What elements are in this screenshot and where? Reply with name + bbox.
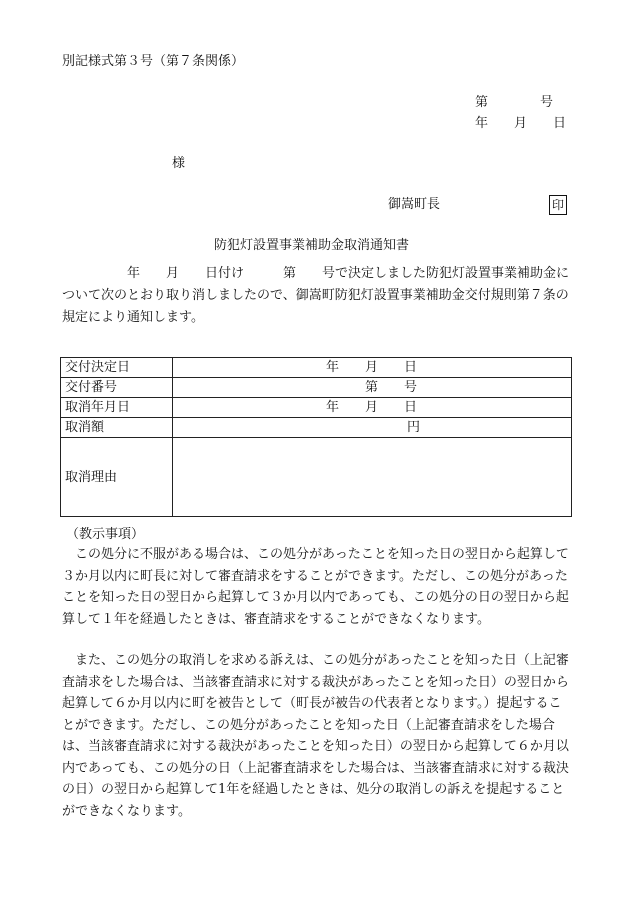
row-label: 交付番号	[61, 378, 173, 398]
notice-paragraph: また、この処分の取消しを求める訴えは、この処分があったことを知った日（上記審査請求をした場合は、当該審査請求に対する裁決があったことを知った日）の翌日から起算して６か月以内に町を被告として（町長が被告の代表者となります。）提起することができます。ただし、この処分があったことを知った日（上記審査請求をした場合は、当該審査請求に対する裁決があったことを知った日）の翌日から起算して６か月以内であっても、この処分の日（上記審査請求をした場合は、当該審査請求に対する裁決の日）の翌日から起算して1年を経過したときは、処分の取消しの訴えを提起することができなくなります。	[62, 653, 569, 819]
row-value: 年 月 日	[326, 360, 418, 375]
table-row	[61, 418, 572, 438]
notice-paragraph: この処分に不服がある場合は、この処分があったことを知った日の翌日から起算して３か月以内に町長に対して審査請求をすることができます。ただし、この処分があったことを知った日の翌日から起算して３か月以内であっても、この処分の日の翌日から起算して１年を経過したときは、審査請求をすることができなくなります。	[62, 547, 569, 627]
issuer-name: 御嵩町長	[388, 197, 441, 212]
row-label: 交付決定日	[61, 358, 173, 378]
table-row	[61, 438, 572, 517]
seal-stamp: 印	[549, 195, 567, 215]
row-value	[173, 438, 572, 517]
document-title: 防犯灯設置事業補助金取消通知書	[214, 238, 410, 253]
notice-heading: （教示事項）	[66, 527, 145, 542]
row-label: 取消理由	[61, 438, 173, 517]
table-row	[61, 398, 572, 418]
table-row	[61, 378, 572, 398]
row-label: 取消額	[61, 418, 173, 438]
row-value: 円	[407, 420, 421, 435]
grant-table	[60, 357, 572, 517]
addressee-suffix: 様	[172, 156, 186, 171]
row-value: 第 号	[365, 380, 418, 395]
form-title: 別記様式第３号（第７条関係）	[62, 54, 245, 69]
row-label: 取消年月日	[61, 398, 173, 418]
row-value: 年 月 日	[326, 400, 418, 415]
number-line: 第 号	[475, 95, 554, 110]
date-line: 年 月 日	[475, 116, 567, 131]
body-paragraph: 年 月 日付け 第 号で決定しました防犯灯設置事業補助金について次のとおり取り消しましたので、御嵩町防犯灯設置事業補助金交付規則第７条の規定により通知します。	[62, 266, 570, 325]
table-row	[61, 358, 572, 378]
